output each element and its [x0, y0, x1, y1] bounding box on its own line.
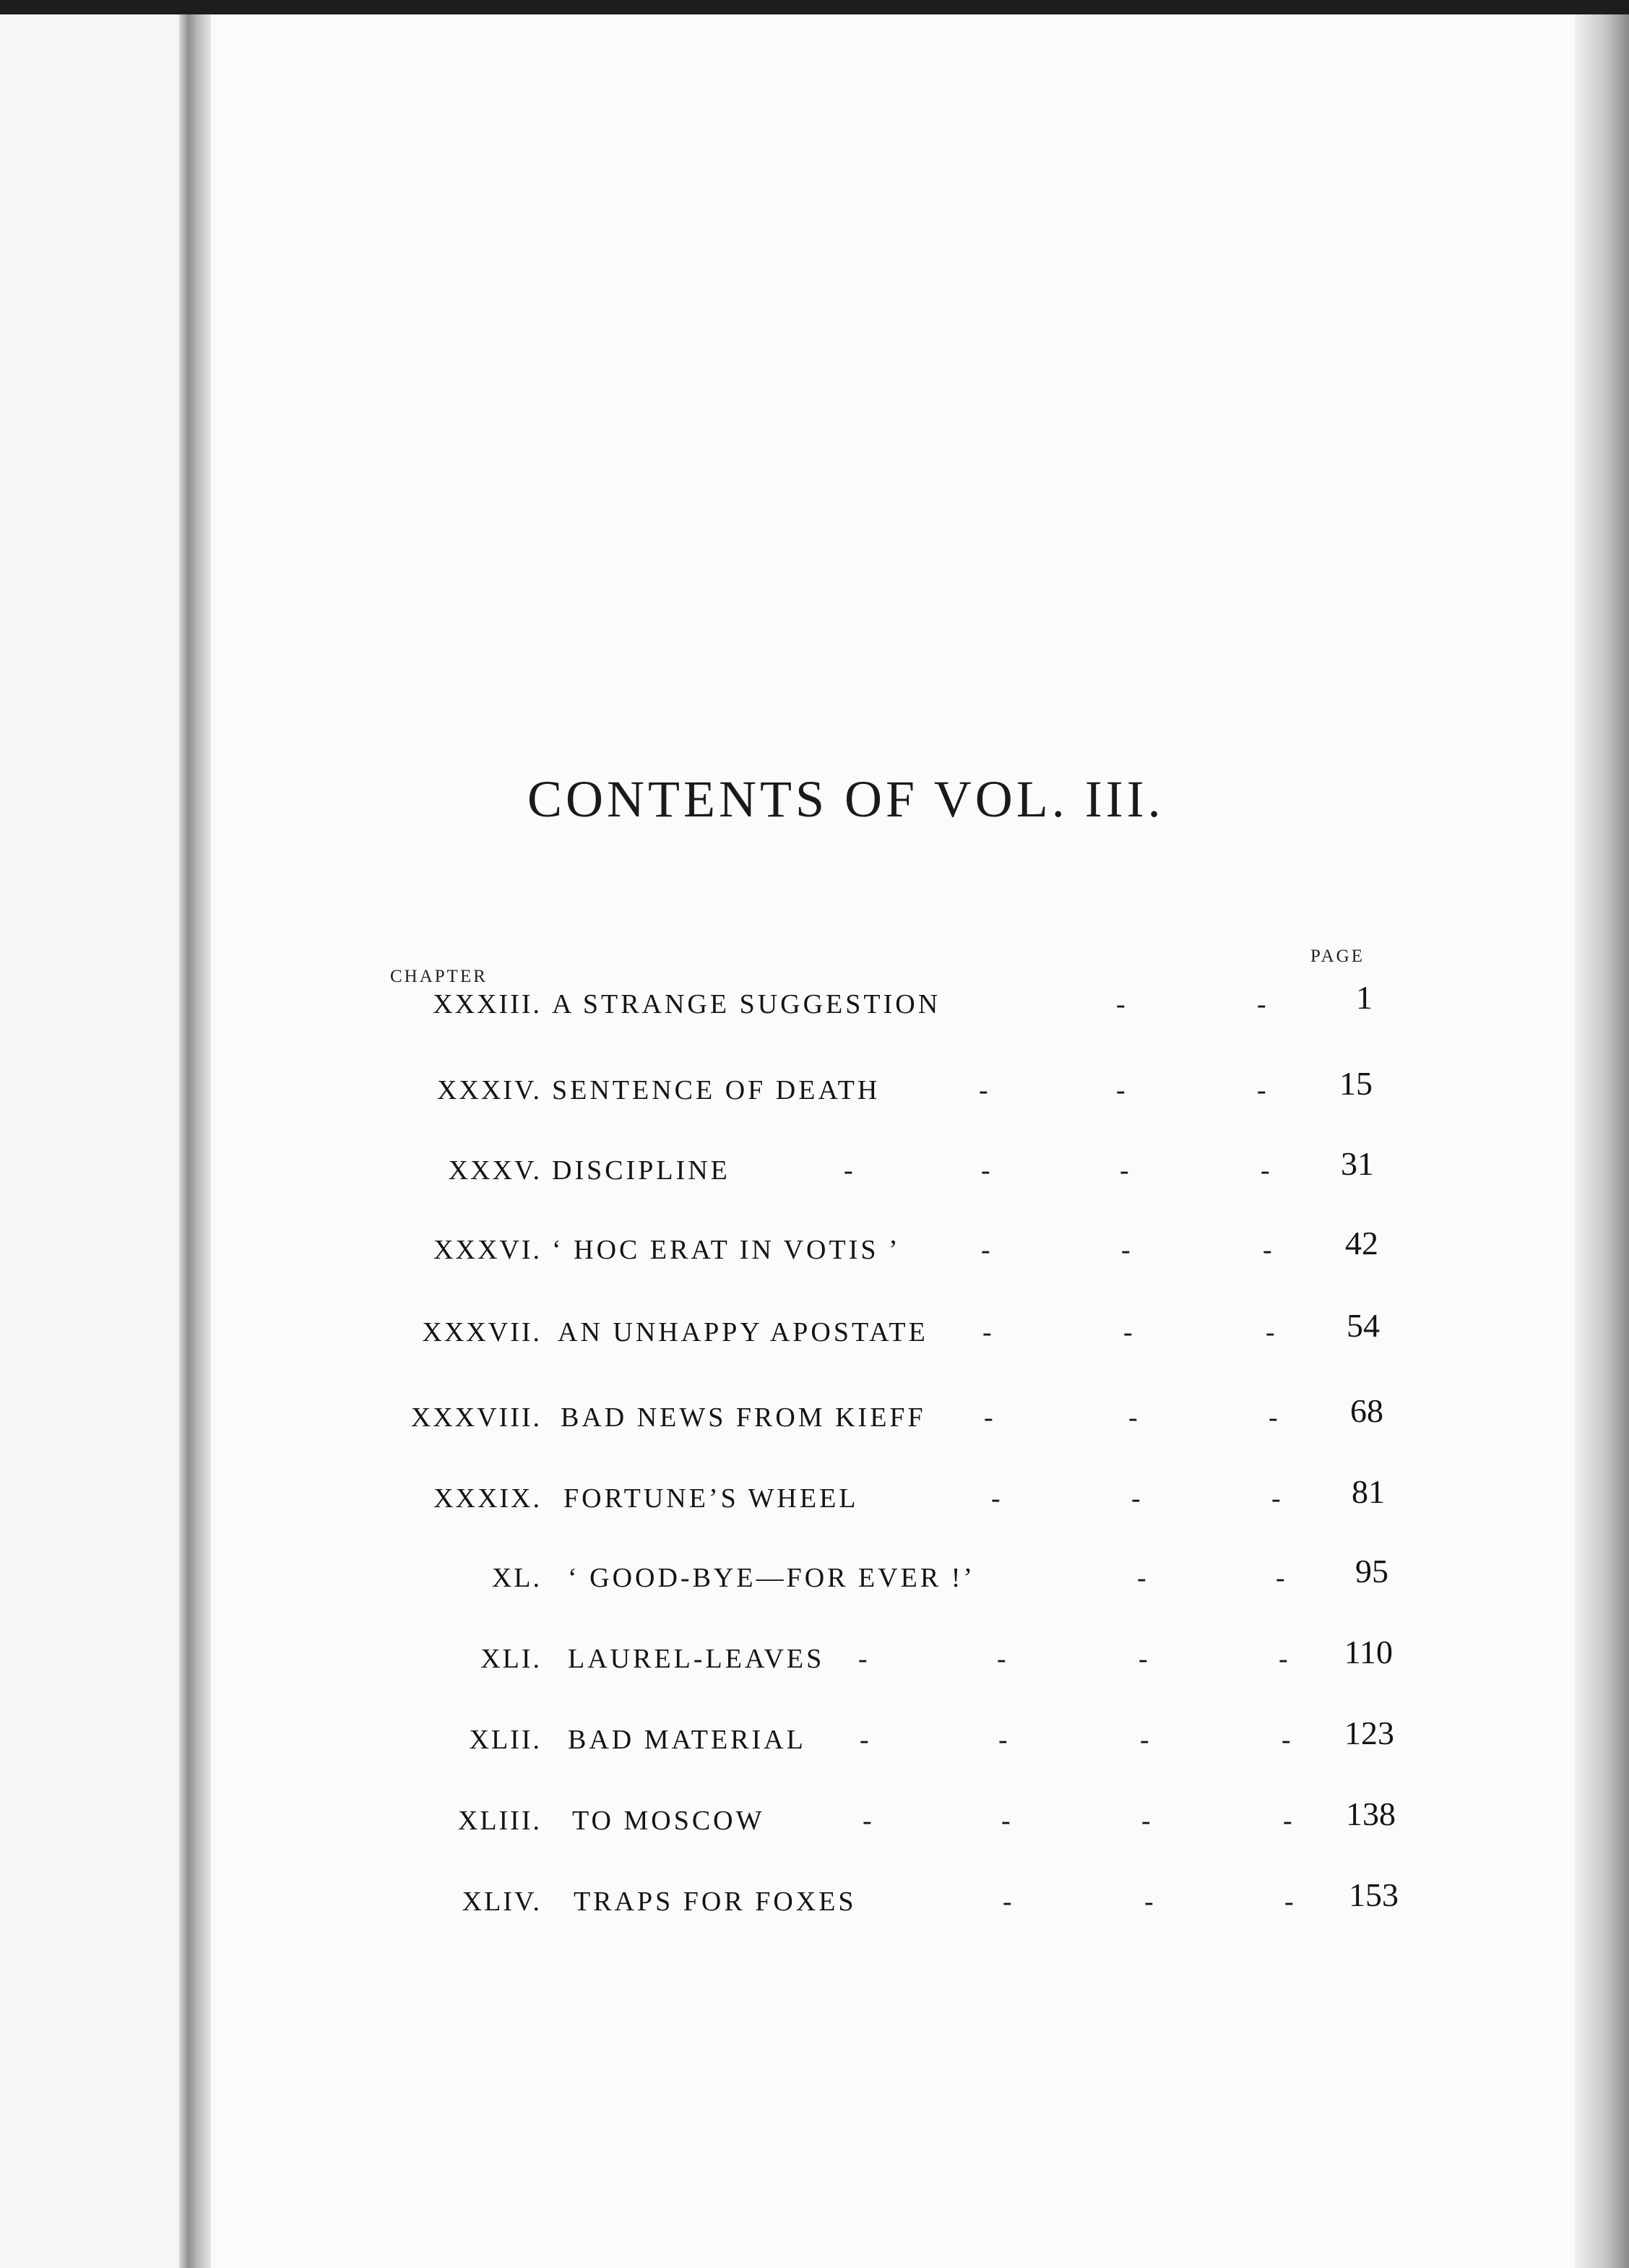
- leader-dash: -: [1123, 1317, 1133, 1348]
- chapter-title: A STRANGE SUGGESTION: [552, 989, 941, 1019]
- toc-row: [0, 979, 1629, 1032]
- chapter-numeral: XLI.: [480, 1644, 542, 1674]
- leader-dash: -: [844, 1155, 853, 1186]
- toc-row: [0, 1392, 1629, 1445]
- leader-dash: -: [997, 1644, 1006, 1674]
- toc-row: [0, 1065, 1629, 1118]
- leader-dash: -: [1116, 1075, 1125, 1105]
- leader-dash: -: [1276, 1563, 1285, 1593]
- leader-dash: -: [979, 1075, 988, 1105]
- page-number: 153: [1349, 1876, 1399, 1913]
- chapter-numeral: XLIV.: [462, 1887, 542, 1917]
- page-number: 15: [1339, 1065, 1373, 1102]
- leader-dash: -: [1257, 1075, 1266, 1105]
- leader-dash: -: [1138, 1644, 1148, 1674]
- chapter-title: AN UNHAPPY APOSTATE: [558, 1317, 928, 1348]
- chapter-title: DISCIPLINE: [552, 1155, 730, 1186]
- leader-dash: -: [1116, 989, 1125, 1019]
- leader-dash: -: [998, 1725, 1008, 1755]
- chapter-numeral: XXXIV.: [436, 1075, 542, 1105]
- scan-top-border: [0, 0, 1629, 14]
- page-number: 123: [1344, 1715, 1394, 1751]
- page-number: 110: [1344, 1634, 1393, 1670]
- chapter-numeral: XXXV.: [448, 1155, 542, 1186]
- leader-dash: -: [863, 1806, 872, 1836]
- leader-dash: -: [1137, 1563, 1146, 1593]
- chapter-title: BAD NEWS FROM KIEFF: [561, 1402, 926, 1433]
- chapter-numeral: XL.: [491, 1563, 542, 1593]
- toc-row: [0, 1145, 1629, 1198]
- chapter-numeral: XLIII.: [457, 1806, 542, 1836]
- leader-dash: -: [1263, 1235, 1272, 1265]
- toc-row: [0, 1473, 1629, 1526]
- toc-row: [0, 1634, 1629, 1686]
- toc-row: [0, 1715, 1629, 1767]
- leader-dash: -: [860, 1725, 869, 1755]
- leader-dash: -: [1283, 1806, 1292, 1836]
- leader-dash: -: [1282, 1725, 1291, 1755]
- page-number: 54: [1347, 1307, 1380, 1344]
- page-number: 31: [1341, 1145, 1374, 1182]
- chapter-numeral: XXXIII.: [433, 989, 542, 1019]
- toc-row: [0, 1553, 1629, 1605]
- chapter-numeral: XXXVII.: [422, 1317, 542, 1348]
- page-number: 42: [1345, 1225, 1378, 1262]
- chapter-title: TRAPS FOR FOXES: [574, 1887, 857, 1917]
- toc-row: [0, 1876, 1629, 1929]
- toc-row: [0, 1307, 1629, 1360]
- toc-row: [0, 1225, 1629, 1277]
- chapter-title: TO MOSCOW: [572, 1806, 765, 1836]
- leader-dash: -: [982, 1317, 992, 1348]
- leader-dash: -: [1266, 1317, 1275, 1348]
- page-number: 1: [1356, 979, 1373, 1016]
- chapter-numeral: XXXVI.: [433, 1235, 542, 1265]
- chapter-title: ‘ HOC ERAT IN VOTIS ’: [552, 1235, 901, 1265]
- leader-dash: -: [1128, 1402, 1138, 1433]
- leader-dash: -: [981, 1155, 990, 1186]
- chapter-title: SENTENCE OF DEATH: [552, 1075, 881, 1105]
- page-number: 95: [1355, 1553, 1388, 1590]
- toc-row: [0, 1795, 1629, 1848]
- leader-dash: -: [1121, 1235, 1131, 1265]
- page-number: 138: [1346, 1795, 1396, 1832]
- leader-dash: -: [1144, 1887, 1154, 1917]
- chapter-column-heading: CHAPTER: [390, 967, 488, 986]
- contents-page: [211, 14, 1575, 2268]
- leader-dash: -: [858, 1644, 868, 1674]
- chapter-numeral: XLII.: [469, 1725, 542, 1755]
- leader-dash: -: [1284, 1887, 1294, 1917]
- leader-dash: -: [1257, 989, 1266, 1019]
- leader-dash: -: [1269, 1402, 1278, 1433]
- leader-dash: -: [1271, 1483, 1281, 1514]
- chapter-title: FORTUNE’S WHEEL: [563, 1483, 859, 1514]
- chapter-numeral: XXXVIII.: [410, 1402, 542, 1433]
- chapter-title: LAUREL-LEAVES: [568, 1644, 825, 1674]
- page-number: 68: [1350, 1392, 1383, 1429]
- leader-dash: -: [981, 1235, 990, 1265]
- leader-dash: -: [984, 1402, 993, 1433]
- leader-dash: -: [1261, 1155, 1270, 1186]
- chapter-numeral: XXXIX.: [433, 1483, 542, 1514]
- leader-dash: -: [1120, 1155, 1129, 1186]
- page-title: CONTENTS OF VOL. III.: [527, 770, 1165, 828]
- chapter-title: BAD MATERIAL: [568, 1725, 806, 1755]
- leader-dash: -: [1131, 1483, 1141, 1514]
- page-number: 81: [1352, 1473, 1385, 1510]
- leader-dash: -: [1279, 1644, 1288, 1674]
- leader-dash: -: [1003, 1887, 1012, 1917]
- page-column-heading: PAGE: [1310, 947, 1365, 966]
- chapter-title: ‘ GOOD-BYE—FOR EVER !’: [568, 1563, 976, 1593]
- leader-dash: -: [1001, 1806, 1011, 1836]
- leader-dash: -: [1141, 1806, 1151, 1836]
- leader-dash: -: [991, 1483, 1001, 1514]
- leader-dash: -: [1140, 1725, 1149, 1755]
